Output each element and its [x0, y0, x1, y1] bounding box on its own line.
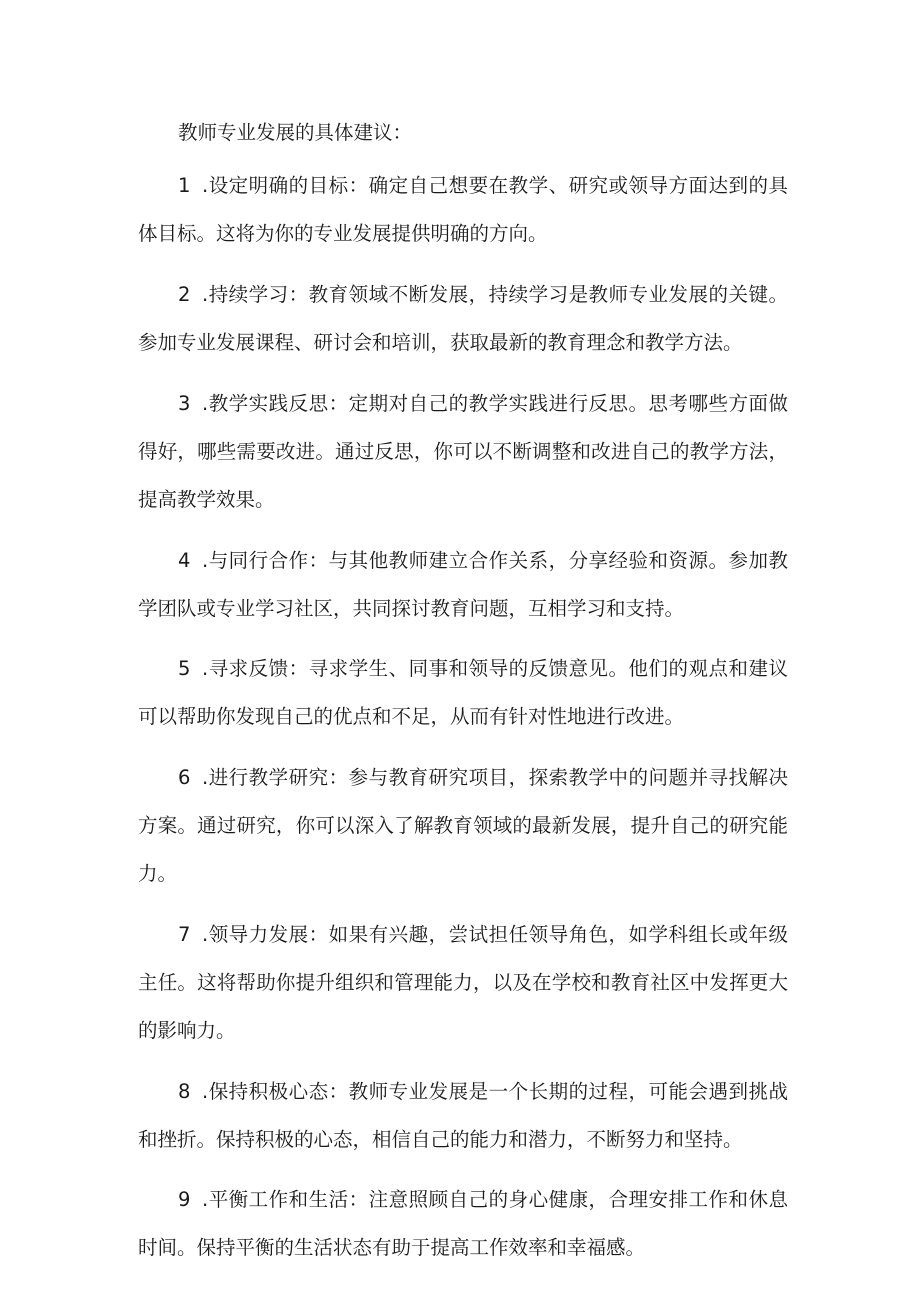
item-number: 4 [178, 549, 191, 572]
item-text: .设定明确的目标：确定自己想要在教学、研究或领导方面达到的具体目标。这将为你的专业发展提供明确的方向。 [138, 174, 788, 245]
item-number: 6 [178, 766, 191, 789]
item-text: .进行教学研究：参与教育研究项目，探索教学中的问题并寻找解决方案。通过研究，你可以深入了解教育领域的最新发展，提升自己的研究能力。 [138, 766, 788, 885]
item-text: .与同行合作：与其他教师建立合作关系，分享经验和资源。参加教学团队或专业学习社区，共同探讨教育问题，互相学习和支持。 [138, 549, 788, 620]
document-heading: 教师专业发展的具体建议： [178, 121, 413, 144]
item-number: 7 [178, 923, 191, 946]
item-number: 9 [178, 1188, 191, 1211]
item-text: .寻求反馈：寻求学生、同事和领导的反馈意见。他们的观点和建议可以帮助你发现自己的优点和不足，从而有针对性地进行改进。 [138, 657, 788, 728]
item-text: .持续学习：教育领域不断发展，持续学习是教师专业发展的关键。参加专业发展课程、研讨会和培训，获取最新的教育理念和教学方法。 [138, 283, 788, 354]
list-item [138, 1068, 788, 1164]
document-body [138, 112, 788, 1272]
item-text: .教学实践反思：定期对自己的教学实践进行反思。思考哪些方面做得好，哪些需要改进。通过反思，你可以不断调整和改进自己的教学方法，提高教学效果。 [138, 392, 788, 511]
list-item [138, 271, 788, 367]
item-number: 1 [178, 174, 191, 197]
list-item [138, 645, 788, 741]
item-text: .平衡工作和生活：注意照顾自己的身心健康，合理安排工作和休息时间。保持平衡的生活状态有助于提高工作效率和幸福感。 [138, 1188, 788, 1259]
item-text: .领导力发展：如果有兴趣，尝试担任领导角色，如学科组长或年级主任。这将帮助你提升组织和管理能力，以及在学校和教育社区中发挥更大的影响力。 [138, 923, 788, 1042]
list-item [138, 754, 788, 898]
item-number: 2 [178, 283, 191, 306]
list-item [138, 380, 788, 524]
item-number: 3 [178, 392, 191, 415]
list-item [138, 1176, 788, 1272]
item-number: 8 [178, 1080, 191, 1103]
item-text: .保持积极心态：教师专业发展是一个长期的过程，可能会遇到挑战和挫折。保持积极的心态，相信自己的能力和潜力，不断努力和坚持。 [138, 1080, 788, 1151]
list-item [138, 911, 788, 1055]
item-number: 5 [178, 657, 191, 680]
list-item [138, 537, 788, 633]
list-item [138, 162, 788, 258]
